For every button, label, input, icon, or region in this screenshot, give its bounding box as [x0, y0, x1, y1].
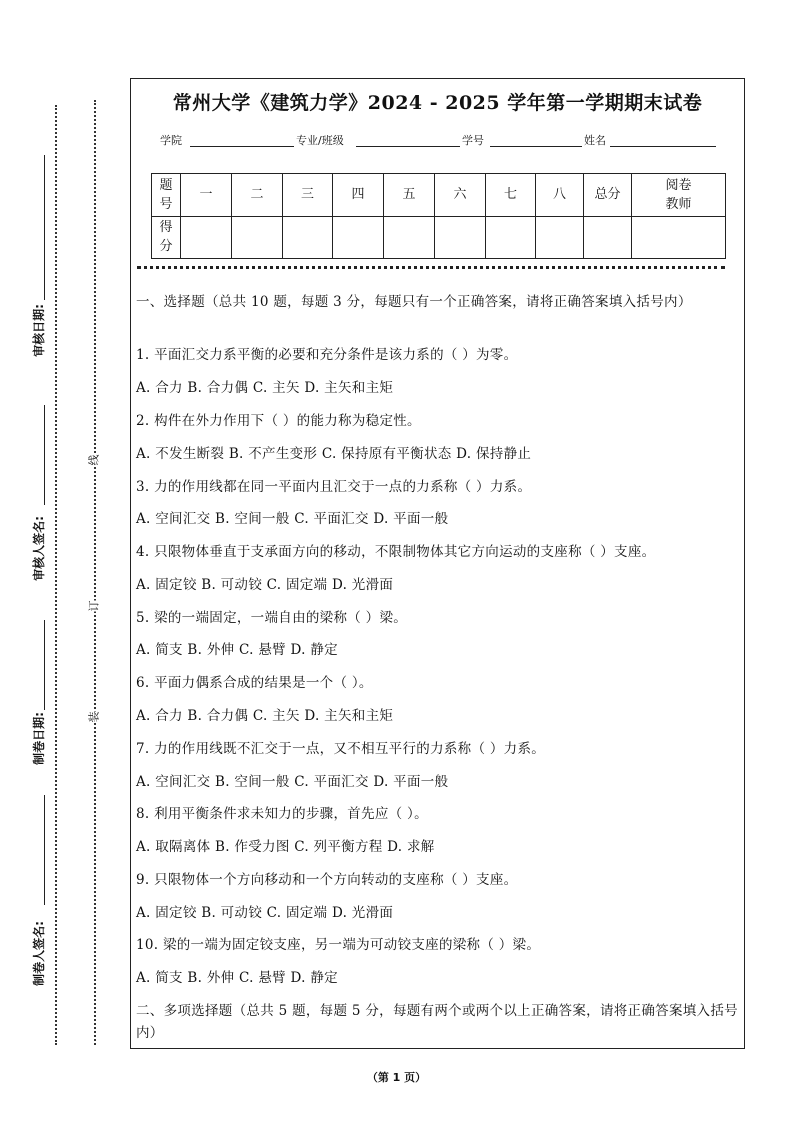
score-value-row: [152, 216, 726, 259]
score-header-cell: 三: [283, 174, 333, 217]
exam-title: 常州大学《建筑力学》2024 - 2025 学年第一学期期末试卷: [172, 92, 703, 114]
options-4: A. 固定铰 B. 可动铰 C. 固定端 D. 光滑面: [136, 577, 394, 593]
sign-line: [44, 405, 45, 505]
prepare-date-label: 制卷日期:: [31, 712, 46, 765]
score-header-cell: 七: [486, 174, 536, 217]
score-header-row: [152, 174, 726, 217]
options-5: A. 简支 B. 外伸 C. 悬臂 D. 静定: [136, 642, 338, 658]
score-header-cell: 四: [333, 174, 384, 217]
cut-char-xian: 线: [84, 455, 104, 466]
score-cell[interactable]: [435, 216, 486, 259]
score-cell[interactable]: [333, 216, 384, 259]
score-table: [151, 173, 726, 259]
sign-line: [44, 155, 45, 300]
major-class-label: 专业/班级: [296, 134, 344, 147]
score-header-cell: 八: [536, 174, 584, 217]
college-field[interactable]: [190, 146, 294, 147]
score-row-label: 得 分: [152, 216, 181, 259]
score-cell[interactable]: [181, 216, 232, 259]
options-6: A. 合力 B. 合力偶 C. 主矢 D. 主矢和主矩: [136, 708, 394, 724]
score-header-cell: 总分: [584, 174, 632, 217]
options-2: A. 不发生断裂 B. 不产生变形 C. 保持原有平衡状态 D. 保持静止: [136, 446, 532, 462]
college-label: 学院: [160, 134, 182, 147]
reviewer-signature-label: 审核人签名:: [31, 516, 46, 581]
question-8: 8. 利用平衡条件求未知力的步骤，首先应（ ）。: [136, 806, 428, 822]
preparer-signature-label: 制卷人签名:: [31, 921, 46, 986]
options-9: A. 固定铰 B. 可动铰 C. 固定端 D. 光滑面: [136, 905, 394, 921]
question-10: 10. 梁的一端为固定铰支座，另一端为可动铰支座的梁称（ ）梁。: [136, 937, 541, 953]
binding-dotted-line: [94, 100, 96, 1045]
cut-dotted-line: [55, 105, 57, 1045]
score-cell[interactable]: [486, 216, 536, 259]
score-cell[interactable]: [384, 216, 435, 259]
options-10: A. 简支 B. 外伸 C. 悬臂 D. 静定: [136, 970, 338, 986]
sign-line: [44, 795, 45, 905]
question-2: 2. 构件在外力作用下（ ）的能力称为稳定性。: [136, 413, 421, 429]
question-3: 3. 力的作用线都在同一平面内且汇交于一点的力系称（ ）力系。: [136, 479, 532, 495]
options-3: A. 空间汇交 B. 空间一般 C. 平面汇交 D. 平面一般: [136, 511, 449, 527]
score-cell[interactable]: [536, 216, 584, 259]
score-header-cell: 阅卷 教师: [632, 174, 726, 217]
major-class-field[interactable]: [356, 146, 460, 147]
question-7: 7. 力的作用线既不汇交于一点，又不相互平行的力系称（ ）力系。: [136, 741, 546, 757]
question-6: 6. 平面力偶系合成的结果是一个（ ）。: [136, 675, 373, 691]
options-8: A. 取隔离体 B. 作受力图 C. 列平衡方程 D. 求解: [136, 839, 435, 855]
section-separator: [137, 266, 725, 269]
section1-heading: 一、选择题（总共 10 题，每题 3 分，每题只有一个正确答案，请将正确答案填入括号内）: [136, 294, 692, 310]
score-cell[interactable]: [584, 216, 632, 259]
name-field[interactable]: [610, 146, 716, 147]
score-header-cell: 六: [435, 174, 486, 217]
question-4: 4. 只限物体垂直于支承面方向的移动，不限制物体其它方向运动的支座称（ ）支座。: [136, 544, 656, 560]
section2-heading: 二、多项选择题（总共 5 题，每题 5 分，每题有两个或两个以上正确答案，请将正确答案填入括号内）: [136, 1003, 738, 1041]
score-header-cell: 题 号: [152, 174, 181, 217]
question-9: 9. 只限物体一个方向移动和一个方向转动的支座称（ ）支座。: [136, 872, 518, 888]
options-1: A. 合力 B. 合力偶 C. 主矢 D. 主矢和主矩: [136, 380, 394, 396]
name-label: 姓名: [584, 134, 606, 147]
student-id-field[interactable]: [490, 146, 582, 147]
page-number: （第 1 页）: [366, 1071, 427, 1084]
score-cell[interactable]: [632, 216, 726, 259]
cut-char-zhuang: 装: [84, 712, 104, 723]
options-7: A. 空间汇交 B. 空间一般 C. 平面汇交 D. 平面一般: [136, 774, 449, 790]
score-header-cell: 五: [384, 174, 435, 217]
cut-char-ding: 订: [84, 601, 104, 612]
score-cell[interactable]: [283, 216, 333, 259]
review-date-label: 审核日期:: [31, 304, 46, 357]
score-cell[interactable]: [232, 216, 283, 259]
question-1: 1. 平面汇交力系平衡的必要和充分条件是该力系的（ ）为零。: [136, 347, 518, 363]
score-header-cell: 一: [181, 174, 232, 217]
student-id-label: 学号: [462, 134, 484, 147]
score-header-cell: 二: [232, 174, 283, 217]
sign-line: [44, 620, 45, 710]
question-5: 5. 梁的一端固定，一端自由的梁称（ ）梁。: [136, 610, 408, 626]
